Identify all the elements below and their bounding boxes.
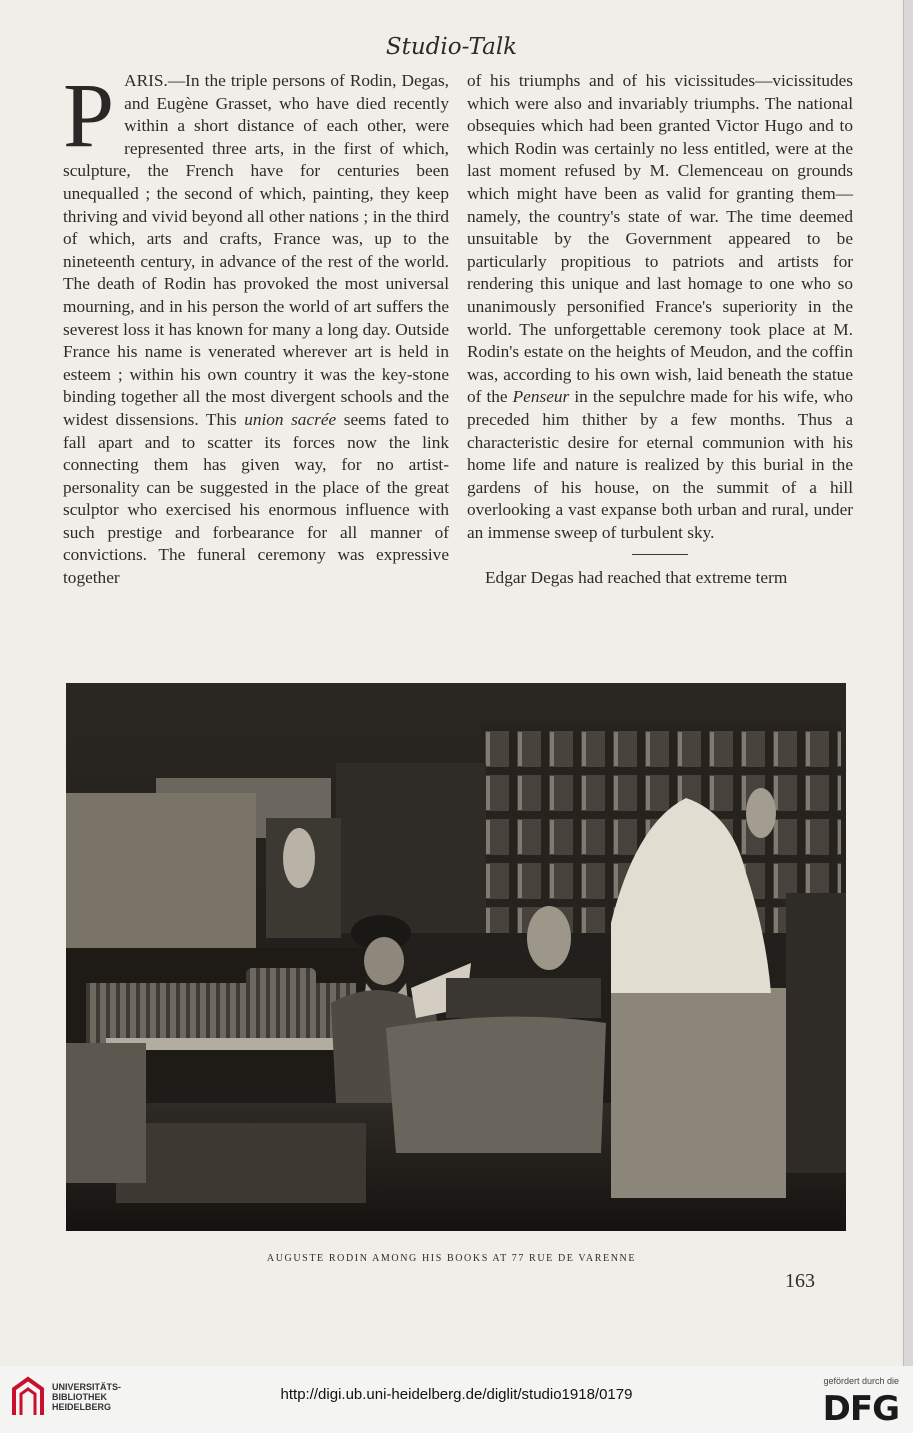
urn: [746, 788, 776, 838]
rodin-photograph: [66, 683, 846, 1231]
rodin-head: [364, 937, 404, 985]
page-number: 163: [785, 1270, 815, 1292]
folding-screen: [66, 793, 256, 953]
small-sculpture: [283, 828, 315, 888]
library-line-1: UNIVERSITÄTS-: [52, 1382, 122, 1392]
figure-caption: AUGUSTE RODIN AMONG HIS BOOKS AT 77 RUE DE VARENNE: [266, 1253, 637, 1264]
side-chair: [66, 1043, 146, 1183]
right-text-end: in the sepulchre made for his wife, who preceded him thither by a few months. Thus a characteristic desire for eternal communion with his home life and nature is realized by this burial in the gardens of his house, on the summit of a hill overlooking a vast expanse both urban and rural, under an immense sweep of turbulent sky.: [467, 387, 853, 542]
patterned-rug: [116, 1123, 366, 1203]
left-column: [63, 64, 449, 590]
sofa-cushion: [246, 968, 316, 1023]
footer-bar: [0, 1366, 913, 1433]
right-text: of his triumphs and of his vicissitudes—vicissitudes which were also and invariably triumphs. The national obsequies which had been granted Victor Hugo and to which Rodin was certainly no less entitled, were at the last moment refused by M. Clemenceau on grounds which might have been as valid for granting them—namely, the country's state of war. The time deemed unsuitable by the Government appeared to be particularly propitious to patriots and artists for rendering this unique and last homage to one who so unanimously personified France's superiority in the world. The unforgettable ceremony took place at M. Rodin's estate on the heights of Meudon, and the coffin was, according to his own wish, laid beneath the statue of the: [467, 71, 853, 407]
dfg-logo[interactable]: DFG: [822, 1389, 899, 1429]
pedestal: [611, 988, 786, 1198]
armchair: [386, 1017, 606, 1153]
bookshelf-center: [336, 763, 486, 933]
drop-cap: P: [63, 64, 115, 166]
photo-illustration: [66, 683, 846, 1231]
left-text: .—In the triple persons of Rodin, Degas, and Eugène Grasset, who have died recently within a short distance of each other, were represented three arts, in the first of which, sculpture, the French have for centuries been unequalled ; the second of which, painting, they keep thriving and vivid beyond all other nations ; in the third of which, arts and crafts, France was, up to the nineteenth century, in advance of the rest of the world. The death of Rodin has provoked the most universal mourning, and in his person the world of art suffers the severest loss it has known for many a long day. Outside France his name is venerated wherever art is held in esteem ; within his own country it was the key-stone binding together all the most divergent schools and the widest dissensions. This: [63, 71, 449, 429]
running-header: Studio-Talk: [385, 34, 518, 60]
permalink-url[interactable]: http://digi.ub.uni-heidelberg.de/diglit/studio1918/0179: [280, 1386, 633, 1403]
table: [446, 978, 601, 1018]
cabinet: [786, 893, 846, 1173]
lead-smallcaps: ARIS: [124, 71, 164, 90]
left-italic: union sacrée: [244, 409, 337, 429]
left-text-end: seems fated to fall apart and to scatter its forces now the link connecting them has given way, for no artist-personality can be suggested in the place of the great sculptor who exercised his enormous influence with such prestige and forbearance for all manner of convictions. The funeral ceremony was expressive together: [63, 409, 449, 588]
next-section-paragraph: Edgar Degas had reached that extreme term: [485, 568, 788, 588]
library-line-2: BIBLIOTHEK: [52, 1392, 107, 1402]
continued-paragraph: [467, 70, 853, 544]
opening-paragraph: [63, 64, 449, 590]
vase: [527, 906, 571, 970]
funding-label: gefördert durch die: [823, 1376, 899, 1386]
section-divider: [632, 554, 688, 555]
right-column: [467, 70, 853, 590]
library-line-3: HEIDELBERG: [52, 1402, 112, 1412]
right-italic: Penseur: [512, 387, 570, 407]
